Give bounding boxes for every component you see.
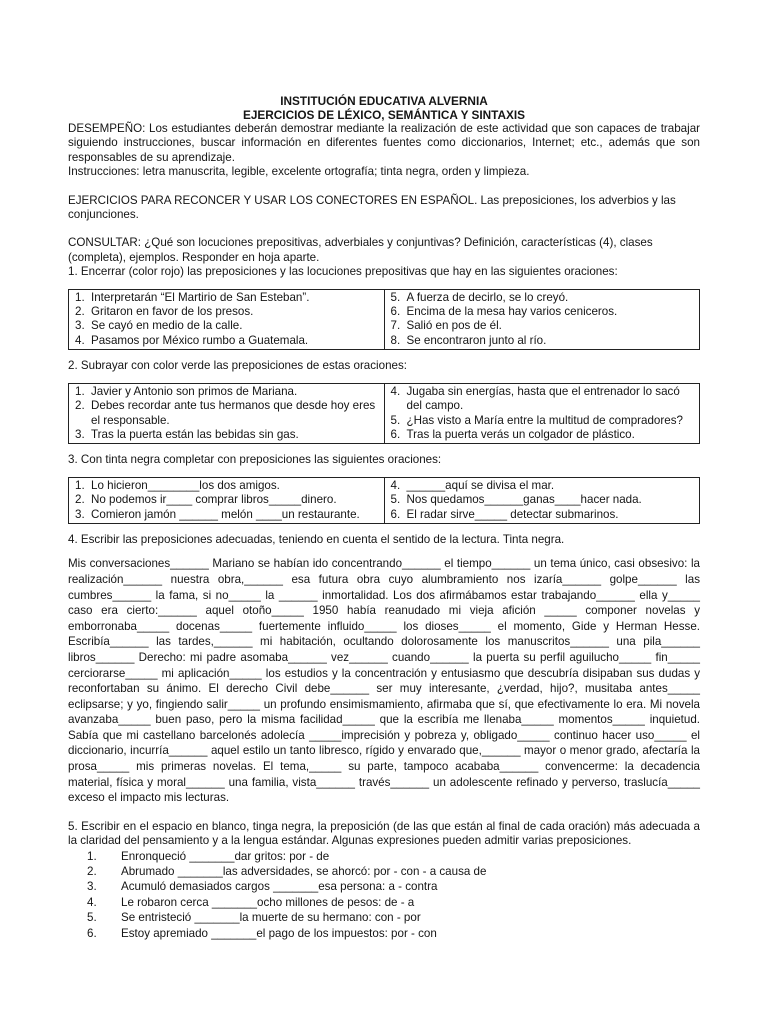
section3-left-column [69,477,385,523]
item-text: Le robaron cerca _______ocho millones de pesos: de - a [121,895,415,909]
item-number: 1. [87,849,97,863]
item-number: 6. [390,507,401,521]
section2-left-column [69,383,385,444]
item-text: No podemos ir____ comprar libros_____dinero. [91,493,337,507]
spacer [68,350,700,359]
list-item [75,305,380,319]
spacer [68,547,700,556]
list-item [391,291,696,305]
list-item [68,910,700,925]
item-text: Abrumado _______las adversidades, se ahorcó: por - con - a causa de [121,865,487,879]
item-number: 1. [75,478,85,492]
item-number: 4. [390,478,401,492]
list-item [391,305,696,319]
item-number: 3. [75,319,85,333]
list-item [391,414,696,428]
section1-table [68,289,700,351]
list-item [75,291,380,305]
list-item [391,319,696,333]
list-item [75,508,380,522]
item-text: ______aquí se divisa el mar. [406,478,555,492]
item-text: Lo hicieron________los dos amigos. [91,478,280,492]
item-number: 3. [75,427,85,441]
spacer [68,180,700,194]
item-text: Debes recordar ante tus hermanos que desde hoy eres el responsable. [91,399,376,427]
list-item [68,895,700,910]
list-item [75,385,380,399]
spacer [68,806,700,820]
section5-list [68,849,700,941]
section2-table [68,383,700,445]
item-number: 4. [87,895,97,909]
item-text: Acumuló demasiados cargos _______esa persona: a - contra [121,880,438,894]
list-item [391,428,696,442]
list-item [75,428,380,442]
item-text: Salió en pos de él. [406,319,502,333]
spacer [68,374,700,383]
spacer [68,280,700,289]
consultar-paragraph: CONSULTAR: ¿Qué son locuciones prepositivas, adverbiales y conjuntivas? Definición, características (4), clases (completa), ejemplos. Responder en hoja aparte. [68,236,653,264]
item-text: Javier y Antonio son primos de Mariana. [91,384,298,398]
item-text: Jugaba sin energías, hasta que el entrenador lo sacó del campo. [406,384,680,413]
item-number: 2. [75,493,85,507]
section3-table [68,477,700,524]
item-text: Comieron jamón ______ melón ____un restaurante. [91,507,360,521]
list-item [391,334,696,348]
list-item [75,493,380,507]
item-number: 8. [390,333,401,347]
spacer [68,468,700,477]
spacer [68,222,700,236]
list-item [391,493,696,507]
list-item [75,319,380,333]
item-number: 4. [390,384,401,398]
item-text: A fuerza de decirlo, se lo creyó. [406,290,569,304]
section3-right-column [384,477,700,523]
item-number: 6. [390,305,401,319]
item-number: 2. [75,399,85,413]
item-number: 1. [75,290,85,304]
section2-right-column [384,383,700,444]
item-number: 3. [75,507,85,521]
section1-right-column [384,289,700,350]
item-number: 7. [390,319,401,333]
list-item [75,399,380,428]
institution-title: INSTITUCIÓN EDUCATIVA ALVERNIA [280,94,488,108]
section4-reading-text: Mis conversaciones______ Mariano se habían ido concentrando______ el tiempo______ un tema único, casi obsesivo: la realización______ nuestra obra,______ esa futura obra cuyo alumbramiento nos izaría______ golpe______ las cumbres______ la fama, si no_____ la ______ inmortalidad. Los dos afirmábamos estar trabajando______ ella y_____ caso era cierto:______ aquel otoño_____ 1950 había reanudado mi vieja afición _____ componer novelas y emborronaba_____ docenas_____ fuertemente influido_____ los dioses_____ el momento, Gide y Herman Hesse. Escribía______ las tardes,______ mi habitación, ocultando dolorosamente los manuscritos______ una pila______ libros______ Derecho: mi padre asomaba______ vez______ cuando______ la puerta su perfil aguilucho_____ fin_____ cerciorarse_____ mi aplicación_____ los estudios y la concentración y entusiasmo que descubría disipaban sus dudas y reconfortaban su ánimo. El derecho Civil debe______ ser muy interesante, ¿verdad, hijo?, musitaba antes_____ eclipsarse; y yo, fingiendo salir_____ un profundo ensimismamiento, afirmaba que sí, que efectivamente lo era. Mi novela avanzaba_____ buen paso, pero la misma facilidad_____ que la escribía me llenaba_____ momentos_____ inquietud. Sabía que mi castellano barcelonés adolecía _____imprecisión y pobreza y, obligado_____ continuo hacer uso_____ el diccionario, incurría______ aquel estilo un tanto libresco, rígido y envarado que,______ mayor o menor grado, afectaría la prosa_____ mis primeras novelas. El tema,_____ su parte, tampoco acababa______ convencerme: la decadencia material, física y moral______ una familia, vista______ través______ un adolescente refinado y perverso, traslucía_____ exceso el impacto mis lecturas. [68,557,700,805]
desempeno-paragraph: DESEMPEÑO: Los estudiantes deberán demostrar mediante la realización de este actividad que son capaces de trabajar siguiendo instrucciones, buscar información en diferentes fuentes como diccionarios, Internet; etc., además que son responsables de su aprendizaje. [68,122,700,164]
item-text: Se cayó en medio de la calle. [91,319,243,333]
item-number: 5. [87,911,97,925]
list-item [391,508,696,522]
list-item [75,479,380,493]
instructions-paragraph: Instrucciones: letra manuscrita, legible, excelente ortografía; tinta negra, orden y limpieza. [68,165,530,179]
item-text: El radar sirve_____ detectar submarinos. [406,507,619,521]
list-item [68,849,700,864]
item-text: Tras la puerta verás un colgador de plástico. [406,427,635,441]
item-text: Gritaron en favor de los presos. [91,305,254,319]
item-text: Tras la puerta están las bebidas sin gas. [91,427,299,441]
item-text: Se encontraron junto al río. [406,333,547,347]
item-number: 3. [87,880,97,894]
item-number: 5. [390,290,401,304]
item-text: Nos quedamos______ganas____hacer nada. [406,493,642,507]
spacer [68,524,700,533]
list-item [391,479,696,493]
section4-heading: 4. Escribir las preposiciones adecuadas, teniendo en cuenta el sentido de la lectura. Tinta negra. [68,532,565,546]
item-number: 4. [75,333,85,347]
exercises-heading: EJERCICIOS PARA RECONCER Y USAR LOS CONECTORES EN ESPAÑOL. Las preposiciones, los adverbios y las conjunciones. [68,193,676,222]
section1-heading: 1. Encerrar (color rojo) las preposiciones y las locuciones prepositivas que hay en las siguientes oraciones: [68,265,618,279]
section3-heading: 3. Con tinta negra completar con preposiciones las siguientes oraciones: [68,453,442,467]
list-item [391,385,696,414]
list-item [68,864,700,879]
item-text: Se entristeció _______la muerte de su hermano: con - por [121,911,421,925]
list-item [75,334,380,348]
item-text: Pasamos por México rumbo a Guatemala. [91,333,309,347]
item-text: Interpretarán “El Martirio de San Esteban”. [91,290,310,304]
spacer [68,444,700,453]
section5-heading: 5. Escribir en el espacio en blanco, tinga negra, la preposición (de las que están al final de cada oración) más adecuada a la claridad del pensamiento y a la lengua estándar. Algunas expresiones pueden admitir varias preposiciones. [68,819,700,848]
section2-heading: 2. Subrayar con color verde las preposiciones de estas oraciones: [68,359,407,373]
document-title: EJERCICIOS DE LÉXICO, SEMÁNTICA Y SINTAXIS [242,108,526,122]
item-text: Estoy apremiado _______el pago de los impuestos: por - con [121,926,437,940]
item-number: 6. [87,926,97,940]
item-number: 6. [390,427,401,441]
item-text: Enronqueció _______dar gritos: por - de [121,849,330,863]
item-number: 5. [390,493,401,507]
item-number: 2. [75,305,85,319]
item-number: 2. [87,865,97,879]
list-item [68,926,700,941]
item-number: 1. [75,384,85,398]
item-text: Encima de la mesa hay varios ceniceros. [406,305,618,319]
item-number: 5. [390,413,401,427]
list-item [68,879,700,894]
section1-left-column [69,289,385,350]
item-text: ¿Has visto a María entre la multitud de compradores? [406,413,683,427]
